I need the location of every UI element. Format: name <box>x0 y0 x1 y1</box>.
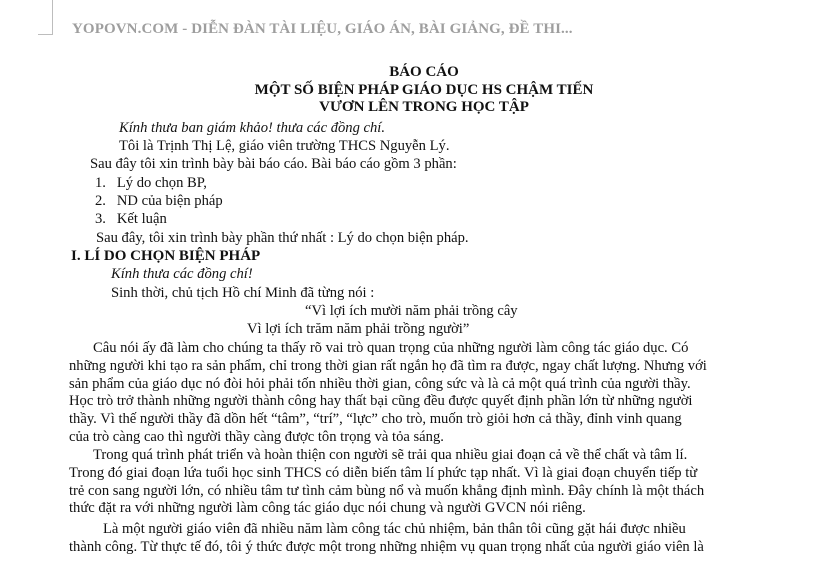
paragraph-line: thành công. Từ thực tế đó, tôi ý thức được một trong những nhiệm vụ quan trọng nhất của người giáo viên là <box>69 538 704 555</box>
paragraph-line: Học trò trở thành những người thành công hay thất bại cũng đều được quyết định phần lớn từ những người <box>69 393 693 410</box>
paragraph-line: của trò càng cao thì người thầy càng được tôn trọng và tỏa sáng. <box>69 428 444 445</box>
paragraph-3 <box>69 521 777 557</box>
intro-part1: Sau đây, tôi xin trình bày phần thứ nhất : Lý do chọn biện pháp. <box>96 230 469 246</box>
section-heading: I. LÍ DO CHỌN BIỆN PHÁP <box>71 248 261 264</box>
title-line-1: BÁO CÁO <box>389 64 459 80</box>
list-item: 3. Kết luận <box>95 211 167 227</box>
paragraph-line: Là một người giáo viên đã nhiều năm làm công tác chủ nhiệm, bản thân tôi cũng gặt hái được nhiều <box>103 521 686 537</box>
paragraph-1 <box>69 340 777 447</box>
quote-line-2: Vì lợi ích trăm năm phải trồng người” <box>247 321 470 337</box>
section-greeting: Kính thưa các đồng chí! <box>111 266 253 282</box>
title-line-2: MỘT SỐ BIỆN PHÁP GIÁO DỤC HS CHẬM TIẾN <box>254 82 594 98</box>
paragraph-line: Câu nói ấy đã làm cho chúng ta thấy rõ vai trò quan trọng của những người làm công tác giáo dục. Có <box>93 340 689 356</box>
list-item: 1. Lý do chọn BP, <box>95 175 207 191</box>
header-watermark: YOPOVN.COM - DIỄN ĐÀN TÀI LIỆU, GIÁO ÁN, BÀI GIẢNG, ĐỀ THI... <box>72 21 573 37</box>
paragraph-line: Trong đó giai đoạn lứa tuổi học sinh THCS có diễn biến tâm lí phức tạp nhất. Vì là giai đoạn chuyển tiếp từ <box>69 464 698 481</box>
page-corner-marker <box>38 0 53 35</box>
paragraph-2 <box>69 447 777 518</box>
quote-intro: Sinh thời, chủ tịch Hồ chí Minh đã từng nói : <box>111 285 375 301</box>
paragraph-line: Trong quá trình phát triển và hoàn thiện con người sẽ trải qua nhiều giai đoạn cả về thể chất và tâm lí. <box>93 447 688 463</box>
intro-present: Sau đây tôi xin trình bày bài báo cáo. Bài báo cáo gồm 3 phần: <box>90 156 457 172</box>
list-item-text: Lý do chọn BP, <box>116 175 207 191</box>
intro-self: Tôi là Trịnh Thị Lệ, giáo viên trường THCS Nguyễn Lý. <box>119 138 450 154</box>
paragraph-line: sản phẩm của giáo dục nó đòi hỏi phải tốn nhiều thời gian, công sức và là cả một quá trình của người thầy. <box>69 375 691 392</box>
list-item: 2. ND của biện pháp <box>95 193 223 209</box>
quote-line-1: “Vì lợi ích mười năm phải trồng cây <box>305 303 518 319</box>
paragraph-line: thức đặt ra với những người làm công tác giáo dục nói chung và người GVCN nói riêng. <box>69 500 586 517</box>
intro-greeting: Kính thưa ban giám khảo! thưa các đồng chí. <box>119 120 386 136</box>
paragraph-line: trẻ con sang người lớn, có nhiều tâm tư tình cảm bùng nổ và muốn khẳng định mình. Đây chính là một thách <box>69 482 705 499</box>
title-line-3: VƯƠN LÊN TRONG HỌC TẬP <box>319 99 529 115</box>
list-item-text: Kết luận <box>116 211 167 227</box>
paragraph-line: những người khi tạo ra sản phẩm, chỉ trong thời gian rất ngắn họ đã tìm ra được, ngay chất lượng. Nhưng với <box>69 357 707 374</box>
list-item-text: ND của biện pháp <box>116 193 223 209</box>
paragraph-line: thầy. Vì thế người thầy đã dồn hết “tâm”, “trí”, “lực” cho trò, muốn trò giỏi hơn cả thầy, đỉnh vinh quang <box>69 411 682 428</box>
